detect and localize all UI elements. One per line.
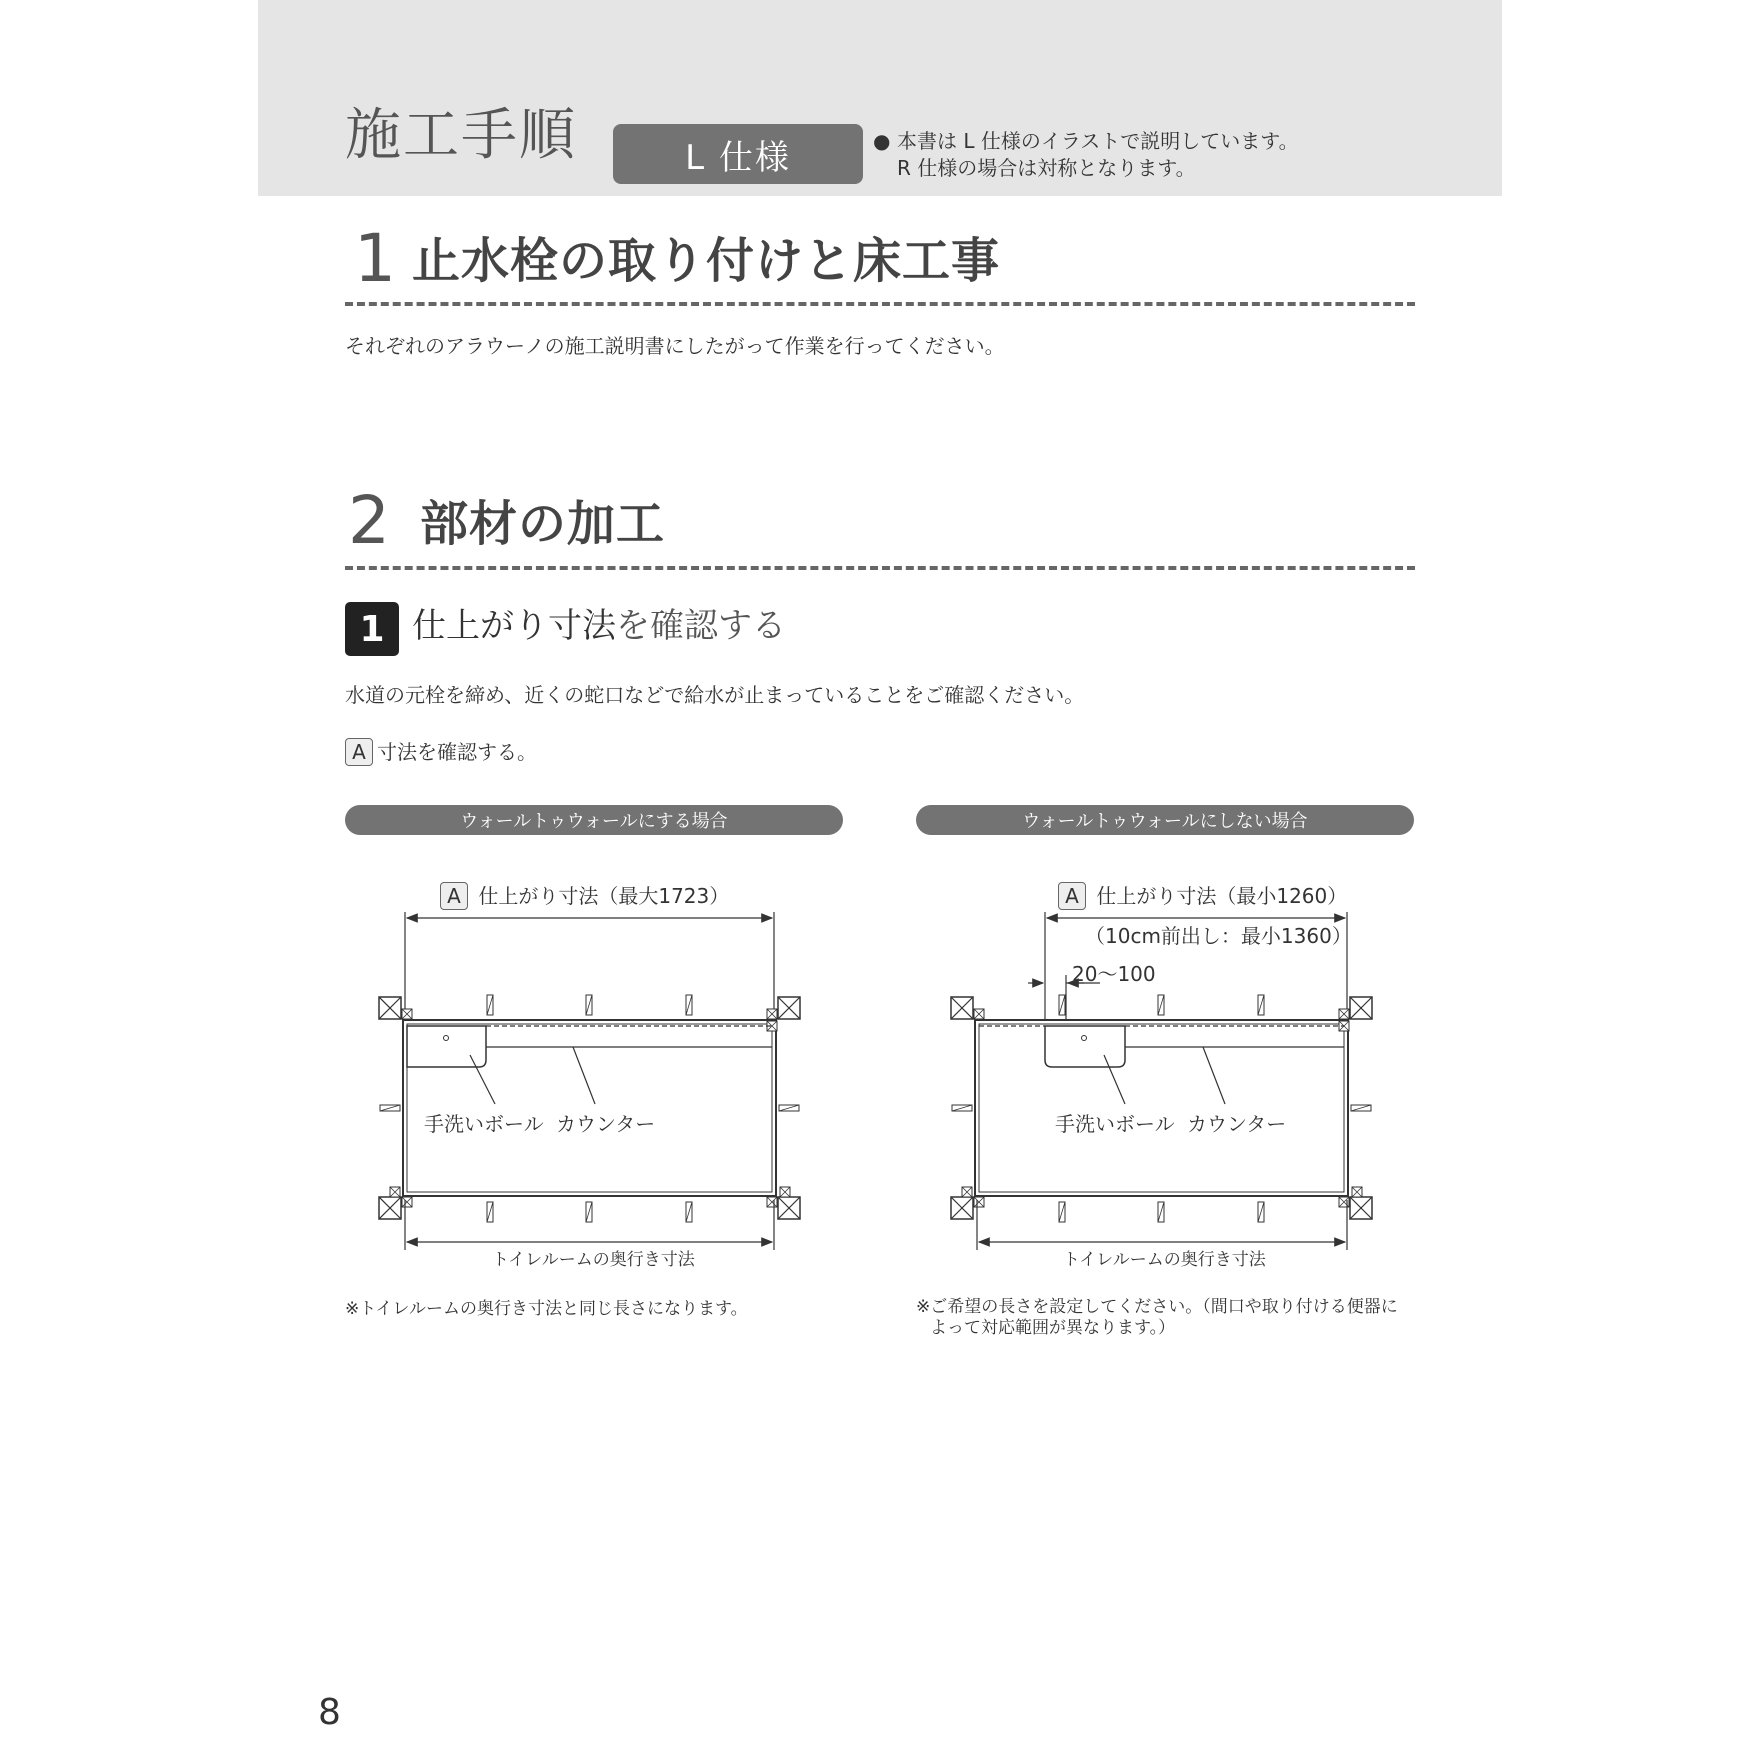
right-dimension-label (1058, 880, 1347, 910)
bullet-icon: ● (873, 129, 891, 153)
left-diagram-pill: ウォールトゥウォールにする場合 (345, 805, 843, 835)
left-depth-label: トイレルームの奥行き寸法 (492, 1250, 695, 1270)
left-diagram (379, 912, 800, 1250)
left-a-box: A (440, 882, 468, 910)
right-a-box: A (1058, 882, 1086, 910)
left-bowl-label: 手洗いボール (424, 1112, 544, 1136)
right-depth-label: トイレルームの奥行き寸法 (1063, 1250, 1266, 1270)
left-counter (407, 1026, 772, 1104)
spec-badge: L 仕様 (613, 124, 863, 184)
left-dimension-text: 仕上がり寸法（最大1723） (478, 884, 730, 908)
left-note: ※トイレルームの奥行き寸法と同じ長さになります。 (345, 1299, 748, 1319)
step-number-badge: 1 (345, 602, 399, 656)
right-note-line2: よって対応範囲が異なります。） (930, 1318, 1176, 1338)
step-title-main: 仕上がり寸法 (412, 606, 616, 646)
section1-body: それぞれのアラウーノの施工説明書にしたがって作業を行ってください。 (345, 334, 1005, 358)
right-diagram (951, 912, 1372, 1250)
right-dimension-text: 仕上がり寸法（最小1260） (1096, 884, 1348, 908)
left-counter-label: カウンター (556, 1112, 656, 1136)
section2-number: 2 (348, 482, 390, 559)
page-title: 施工手順 (345, 103, 577, 168)
right-diagram-pill: ウォールトゥウォールにしない場合 (916, 805, 1414, 835)
right-counter-label: カウンター (1187, 1112, 1287, 1136)
left-dimension-label (440, 880, 729, 910)
section1-number: 1 (354, 220, 396, 297)
step-body: 水道の元栓を締め、近くの蛇口などで給水が止まっていることをご確認ください。 (345, 683, 1085, 707)
section2-title: 部材の加工 (420, 496, 666, 552)
a-instruction-text: 寸法を確認する。 (377, 740, 537, 764)
right-dimension-label-2: （10cm前出し：最小1360） (1085, 924, 1352, 948)
page-number: 8 (318, 1692, 341, 1733)
right-note-line1: ※ご希望の長さを設定してください。（間口や取り付ける便器に (916, 1297, 1398, 1317)
right-offset-label: 20～100 (1072, 962, 1156, 986)
header-note-line2: R 仕様の場合は対称となります。 (897, 156, 1196, 180)
section1-title: 止水栓の取り付けと床工事 (412, 233, 1001, 289)
header-note-line1: 本書は L 仕様のイラストで説明しています。 (897, 129, 1299, 153)
right-counter (979, 1026, 1344, 1104)
step-title-rest: を確認する (616, 606, 786, 646)
a-box: A (345, 738, 373, 766)
right-bowl-label: 手洗いボール (1055, 1112, 1175, 1136)
